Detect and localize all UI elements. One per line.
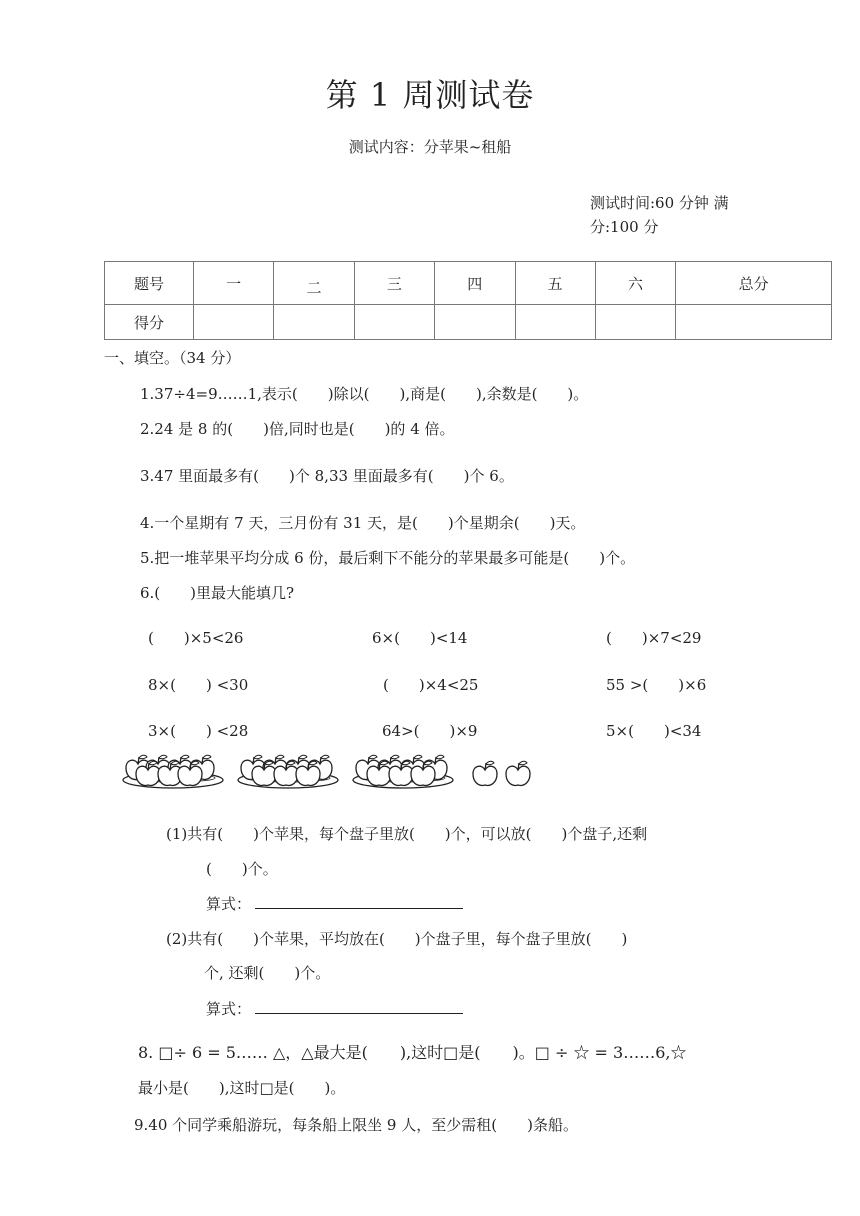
score-table-header-row (105, 262, 832, 305)
question-1: 1.37÷4=9……1,表示( )除以( ),商是( ),余数是( )。 (140, 385, 589, 403)
score-cell-q5: 五 (515, 262, 595, 305)
score-input-1[interactable] (194, 305, 274, 340)
page-title: 第 1 周测试卷 (325, 76, 535, 114)
formula-label: 算式： (206, 1000, 252, 1018)
question-7-2-line2: 个, 还剩( )个。 (204, 964, 331, 982)
question-8-line2: 最小是( ),这时□是( )。 (138, 1079, 346, 1097)
score-input-2[interactable] (274, 305, 354, 340)
score-table-score-row (105, 305, 832, 340)
section-heading: 一、填空。（34 分） (104, 349, 241, 367)
q6-item: 64>( )×9 (382, 722, 478, 740)
score-input-5[interactable] (515, 305, 595, 340)
score-input-total[interactable] (676, 305, 832, 340)
score-cell-total: 总分 (676, 262, 832, 305)
q6-item: ( )×5<26 (148, 629, 244, 647)
formula-label: 算式： (206, 895, 252, 913)
question-4: 4.一个星期有 7 天，三月份有 31 天，是( )个星期余( )天。 (140, 514, 586, 532)
question-7-2-line1: (2)共有( )个苹果，平均放在( )个盘子里，每个盘子里放( ) (166, 930, 628, 948)
score-cell-q2: 二 (274, 262, 354, 305)
question-7-1-line1: (1)共有( )个苹果，每个盘子里放( )个，可以放( )个盘子,还剩 (166, 825, 648, 843)
q6-item: 6×( )<14 (372, 629, 468, 647)
plate-3 (353, 755, 453, 788)
question-9: 9.40 个同学乘船游玩，每条船上限坐 9 人，至少需租( )条船。 (134, 1116, 578, 1134)
score-cell-q6: 六 (595, 262, 675, 305)
q6-item: 5×( )<34 (606, 722, 702, 740)
formula-answer-line[interactable] (255, 999, 463, 1014)
score-row-label: 得分 (105, 305, 194, 340)
score-table (104, 261, 832, 340)
question-6: 6.( )里最大能填几? (140, 584, 295, 602)
score-input-4[interactable] (435, 305, 515, 340)
score-cell-q4: 四 (435, 262, 515, 305)
q6-item: 3×( ) <28 (148, 722, 249, 740)
q6-item: ( )×4<25 (383, 676, 479, 694)
leftover-apples (473, 761, 530, 785)
question-8-line1: 8. □÷ 6 = 5…… △，△最大是( ),这时□是( )。□ ÷ ☆ = 3……6,☆ (138, 1043, 687, 1062)
question-5: 5.把一堆苹果平均分成 6 份，最后剩下不能分的苹果最多可能是( )个。 (140, 549, 636, 567)
question-7-1-line2: ( )个。 (206, 860, 278, 878)
formula-row-2 (206, 998, 463, 1019)
plate-2 (238, 755, 338, 788)
test-info-line2: 分:100 分 (590, 218, 659, 236)
score-cell-q1: 一 (194, 262, 274, 305)
score-input-6[interactable] (595, 305, 675, 340)
q6-item: 8×( ) <30 (148, 676, 249, 694)
plate-1 (123, 755, 223, 788)
question-3: 3.47 里面最多有( )个 8,33 里面最多有( )个 6。 (140, 467, 514, 485)
page-subtitle: 测试内容：分苹果~租船 (348, 138, 512, 156)
score-cell-label: 题号 (105, 262, 194, 305)
test-info-line1: 测试时间:60 分钟 满 (590, 194, 729, 212)
apple-plate-illustration (118, 744, 548, 796)
formula-row-1 (206, 893, 463, 914)
question-2: 2.24 是 8 的( )倍,同时也是( )的 4 倍。 (140, 420, 455, 438)
q6-item: 55 >( )×6 (606, 676, 707, 694)
score-input-3[interactable] (354, 305, 434, 340)
q6-item: ( )×7<29 (606, 629, 702, 647)
score-cell-q3: 三 (354, 262, 434, 305)
formula-answer-line[interactable] (255, 894, 463, 909)
